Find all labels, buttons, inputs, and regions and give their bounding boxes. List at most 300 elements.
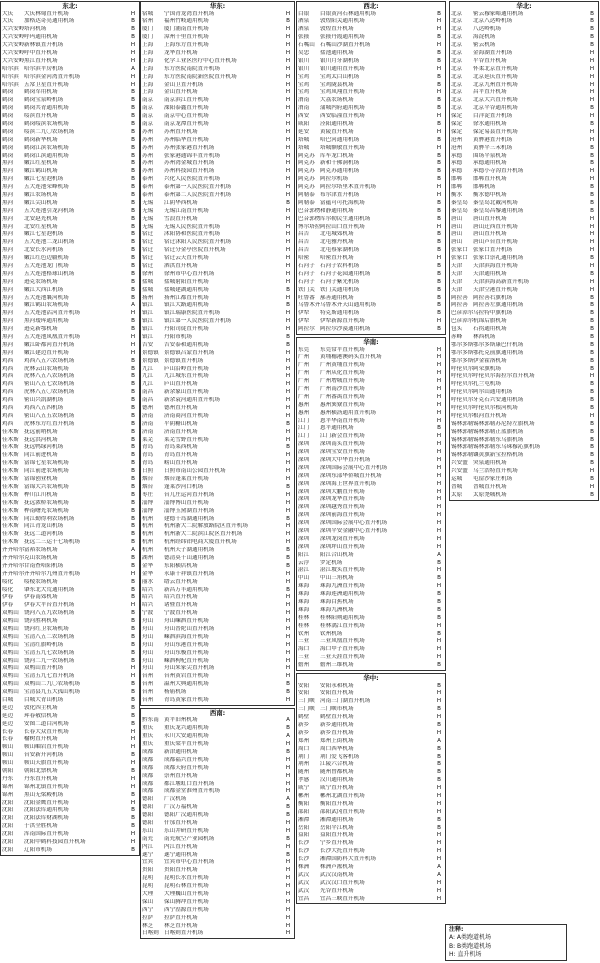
- airport-name-cell: 上海东方直升机场: [164, 42, 209, 49]
- class-cell: H: [130, 73, 136, 80]
- class-cell: B: [437, 753, 441, 760]
- airport-name-cell: 怀柔北京直升机场: [473, 65, 518, 72]
- city-cell: 沈阳: [2, 815, 14, 822]
- airport-row: [450, 437, 598, 445]
- airport-name-cell: 根河直升机场: [473, 412, 507, 419]
- city-cell: 伊犁: [298, 310, 310, 317]
- airport-name-cell: 化学工业区医疗中心直升机场: [164, 57, 237, 64]
- class-cell: H: [285, 867, 291, 874]
- airport-row: [141, 11, 294, 19]
- city-cell: 双鸭山: [2, 689, 19, 696]
- airport-name-cell: 吉安泰和通用机场: [164, 341, 209, 348]
- class-cell: B: [437, 769, 441, 776]
- airport-row: [450, 271, 598, 279]
- city-cell: 石河子: [298, 270, 315, 277]
- class-cell: B: [590, 318, 594, 325]
- airport-name-cell: 五大连池龙门机场: [24, 263, 69, 269]
- city-cell: 双鸭山: [2, 625, 19, 632]
- airport-row: [450, 145, 598, 153]
- airport-name-cell: 金山直升机场: [164, 89, 198, 96]
- class-cell: B: [437, 263, 441, 269]
- airport-name-cell: 密云穆家峪通用机场: [473, 10, 524, 17]
- airport-name-cell: 贵阳直升机场: [164, 867, 198, 874]
- airport-name-cell: 邵阳武冈直升机场: [320, 808, 365, 815]
- city-cell: 中山: [298, 575, 310, 582]
- class-cell: B: [437, 662, 441, 669]
- airport-row: [450, 74, 598, 82]
- airport-name-cell: 锡林郭勒东乌旗机场: [473, 436, 524, 443]
- city-cell: 佳木斯: [2, 491, 19, 498]
- class-cell: H: [285, 231, 291, 238]
- airport-name-cell: 张家口崇礼通用机场: [473, 255, 524, 262]
- city-cell: 昆明: [142, 883, 154, 890]
- airport-row: [1, 673, 139, 681]
- airport-name-cell: 黄埔穗港澳码头直升机场: [320, 354, 382, 361]
- city-cell: 宿迁: [142, 263, 154, 269]
- airport-row: [141, 113, 294, 121]
- airport-row: [141, 176, 294, 184]
- airport-row: [297, 896, 445, 904]
- airport-row: [141, 358, 294, 366]
- airport-name-cell: 珠海莲洲通用机场: [320, 591, 365, 598]
- city-cell: 鸡西: [2, 365, 14, 372]
- class-cell: B: [437, 270, 441, 277]
- airport-row: [1, 334, 139, 342]
- airport-row: [141, 725, 294, 733]
- airport-row: [297, 113, 445, 121]
- city-cell: 鞍山: [2, 760, 14, 767]
- airport-name-cell: 唐山直升机场: [473, 231, 507, 238]
- airport-row: [1, 602, 139, 610]
- airport-name-cell: 富锦七星农场机场: [24, 460, 69, 467]
- airport-name-cell: 虎林八五〇农场机场: [24, 389, 75, 396]
- airport-row: [141, 658, 294, 666]
- city-cell: 绍兴: [142, 602, 154, 609]
- airport-row: [297, 386, 445, 394]
- city-cell: 双鸭山: [2, 649, 19, 656]
- airport-name-cell: 锡林郭勒苏尼特左旗机场: [473, 420, 535, 427]
- airport-name-cell: 盐城建湖通用机场: [164, 286, 209, 293]
- airport-row: [450, 168, 598, 176]
- airport-name-cell: 牙克石兴安通用机场: [473, 397, 524, 404]
- airport-row: [297, 864, 445, 872]
- airport-row: [297, 567, 445, 575]
- airport-row: [141, 539, 294, 547]
- airport-name-cell: 布尔津直升机场: [320, 191, 360, 198]
- airport-name-cell: 深圳国际会展中心直升机场: [320, 464, 388, 471]
- airport-name-cell: 安图二道白河机场: [24, 720, 69, 727]
- class-cell: H: [436, 729, 442, 736]
- city-cell: 衡水: [451, 191, 463, 198]
- city-cell: 乌鲁木齐: [298, 302, 321, 309]
- airport-row: [297, 754, 445, 762]
- airport-row: [1, 350, 139, 358]
- class-cell: B: [286, 835, 290, 842]
- class-cell: B: [590, 476, 594, 483]
- airport-name-cell: 江阴华西机场: [164, 199, 198, 206]
- city-cell: 大兴安岭: [2, 57, 25, 64]
- class-cell: H: [285, 649, 291, 656]
- class-cell: H: [589, 65, 595, 72]
- city-cell: 鹤岗: [2, 113, 14, 120]
- class-cell: H: [285, 460, 291, 467]
- airport-row: [1, 460, 139, 468]
- airport-row: [1, 792, 139, 800]
- city-cell: 益阳: [298, 832, 310, 839]
- class-cell: B: [131, 231, 135, 238]
- airport-row: [297, 536, 445, 544]
- city-cell: 沈阳: [2, 823, 14, 830]
- class-cell: B: [437, 57, 441, 64]
- city-cell: 双鸭山: [2, 641, 19, 648]
- class-cell: B: [437, 199, 441, 206]
- city-cell: 北京: [451, 18, 463, 25]
- city-cell: 张家口: [451, 247, 468, 254]
- airport-row: [450, 224, 598, 232]
- class-cell: H: [285, 578, 291, 585]
- class-cell: H: [436, 472, 442, 479]
- airport-name-cell: 呼玛通用机场: [24, 34, 58, 41]
- class-cell: B: [437, 286, 441, 293]
- airport-name-cell: 沈阳中鹤科技园直升机场: [24, 839, 86, 846]
- city-cell: 鸡西: [2, 373, 14, 380]
- airport-name-cell: 阿拉善左旗通用机场: [473, 302, 524, 309]
- class-cell: H: [130, 349, 136, 356]
- airport-name-cell: 保山腾冲直升机场: [164, 898, 209, 905]
- class-cell: H: [130, 341, 136, 348]
- class-cell: H: [285, 788, 291, 795]
- class-cell: B: [131, 578, 135, 585]
- class-cell: H: [285, 843, 291, 850]
- city-cell: 宿迁: [142, 239, 154, 246]
- class-cell: H: [285, 239, 291, 246]
- city-cell: 广州: [298, 354, 310, 361]
- city-cell: 佳木斯: [2, 515, 19, 522]
- airport-name-cell: 武汉汉南机场: [320, 871, 354, 878]
- class-cell: H: [589, 286, 595, 293]
- city-cell: 鸡西: [2, 412, 14, 419]
- city-cell: 银川: [298, 57, 310, 64]
- city-cell: 新乡: [298, 721, 310, 728]
- class-cell: H: [285, 756, 291, 763]
- city-cell: 德阳: [142, 819, 154, 826]
- airport-name-cell: 虎林云山农场机场: [24, 365, 69, 372]
- airport-row: [450, 239, 598, 247]
- city-cell: 佳木斯: [2, 468, 19, 475]
- city-cell: 咸阳: [298, 120, 310, 127]
- airport-row: [297, 433, 445, 441]
- class-cell: H: [130, 81, 136, 88]
- class-cell: H: [589, 136, 595, 143]
- class-cell: B: [590, 18, 594, 25]
- city-cell: 酒泉: [298, 18, 310, 25]
- airport-name-cell: 海口甲子直升机场: [320, 646, 365, 653]
- airport-name-cell: 宁国青龙湾直升机场: [164, 10, 215, 17]
- airport-name-cell: 甘南查哈阳机场: [24, 562, 64, 569]
- class-cell: H: [285, 113, 291, 120]
- class-cell: B: [131, 89, 135, 96]
- airport-name-cell: 五大连池引龙河机场: [24, 207, 75, 214]
- airport-name-cell: 丹阳市机场: [164, 334, 192, 341]
- class-cell: H: [436, 488, 442, 495]
- city-cell: 保定: [451, 128, 463, 135]
- city-cell: 黑河: [2, 199, 14, 206]
- city-cell: 钦州: [298, 630, 310, 637]
- city-cell: 苏州: [142, 152, 154, 159]
- class-cell: B: [131, 641, 135, 648]
- airport-name-cell: 北安赵光机场: [24, 215, 58, 222]
- airport-name-cell: 富裕农场机场: [24, 547, 58, 554]
- airport-row: [141, 381, 294, 389]
- airport-row: [141, 587, 294, 595]
- city-cell: 丽水: [142, 578, 154, 585]
- airport-row: [297, 362, 445, 370]
- class-cell: H: [285, 780, 291, 787]
- city-cell: 珠海: [298, 591, 310, 598]
- city-cell: 深圳: [298, 512, 310, 519]
- city-cell: 阿勒泰: [298, 199, 315, 206]
- city-cell: 延边: [2, 712, 14, 719]
- airport-row: [1, 50, 139, 58]
- class-cell: H: [285, 255, 291, 262]
- airport-name-cell: 浑南国际直升机场: [24, 831, 69, 838]
- airport-name-cell: 石河子花园通用机场: [320, 270, 371, 277]
- airport-name-cell: 鹤岗新华机场: [24, 136, 58, 143]
- city-cell: 成都: [142, 780, 154, 787]
- city-cell: 鹤岗: [2, 97, 14, 104]
- airport-row: [297, 575, 445, 583]
- class-cell: H: [285, 523, 291, 530]
- airport-row: [141, 828, 294, 836]
- airport-row: [297, 58, 445, 66]
- city-cell: 绍兴: [142, 586, 154, 593]
- airport-row: [1, 768, 139, 776]
- city-cell: 三亚: [298, 654, 310, 661]
- airport-name-cell: 成都金堂淮州直升机场: [164, 788, 220, 795]
- class-cell: H: [285, 452, 291, 459]
- class-cell: H: [436, 417, 442, 424]
- airport-name-cell: 深圳大鹏直升机场: [320, 488, 365, 495]
- airport-name-cell: 秦皇岛昌黎通用机场: [473, 207, 524, 214]
- airport-row: [450, 366, 598, 374]
- class-cell: B: [590, 34, 594, 41]
- city-cell: 白银: [298, 10, 310, 17]
- class-cell: B: [286, 341, 290, 348]
- airport-row: [297, 192, 445, 200]
- city-cell: 锡林郭勒: [451, 444, 474, 451]
- city-cell: 鹤岗: [2, 128, 14, 135]
- airport-row: [141, 153, 294, 161]
- airport-name-cell: 黄骅平三禾机场: [473, 144, 513, 151]
- airport-row: [297, 18, 445, 26]
- airport-row: [1, 492, 139, 500]
- city-cell: 伊犁: [298, 318, 310, 325]
- class-cell: H: [589, 128, 595, 135]
- airport-name-cell: 台安新开河机场: [24, 752, 64, 759]
- class-cell: B: [590, 199, 594, 206]
- city-cell: 佳木斯: [2, 539, 19, 546]
- airport-row: [297, 465, 445, 473]
- city-cell: 阿克苏: [298, 176, 315, 183]
- airport-row: [1, 18, 139, 26]
- city-cell: 深圳: [298, 456, 310, 463]
- airport-row: [141, 263, 294, 271]
- city-cell: 银川: [298, 65, 310, 72]
- class-cell: H: [285, 42, 291, 49]
- class-cell: B: [590, 397, 594, 404]
- airport-name-cell: 德阳广汉通用机场: [164, 812, 209, 819]
- class-cell: H: [285, 618, 291, 625]
- airport-name-cell: 沈阳金鹰直升机场: [24, 799, 69, 806]
- city-cell: 北京: [451, 89, 463, 96]
- class-cell: H: [285, 499, 291, 506]
- airport-row: [297, 354, 445, 362]
- city-cell: 酒泉: [298, 26, 310, 33]
- city-cell: 徐州: [142, 270, 154, 277]
- airport-row: [1, 823, 139, 831]
- airport-name-cell: 呼伦贝尔海拉尔直升机场: [473, 373, 535, 380]
- city-cell: 承德: [451, 160, 463, 167]
- city-cell: 锡林郭勒: [451, 452, 474, 459]
- class-cell: H: [285, 349, 291, 356]
- class-cell: H: [436, 622, 442, 629]
- airport-row: [141, 915, 294, 923]
- class-cell: H: [130, 839, 136, 846]
- class-cell: B: [286, 804, 290, 811]
- city-cell: 沈阳: [2, 807, 14, 814]
- airport-row: [141, 105, 294, 113]
- city-cell: 齐齐哈尔: [2, 547, 25, 554]
- class-cell: H: [436, 848, 442, 855]
- airport-name-cell: 盐池通用机场: [320, 49, 354, 56]
- airport-row: [141, 302, 294, 310]
- airport-row: [450, 42, 598, 50]
- airport-row: [1, 397, 139, 405]
- class-cell: B: [437, 34, 441, 41]
- airport-name-cell: 鹤岗军用机场: [24, 89, 58, 96]
- class-cell: B: [437, 761, 441, 768]
- airport-row: [141, 650, 294, 658]
- airport-row: [1, 563, 139, 571]
- city-cell: 厦门: [142, 26, 154, 33]
- airport-row: [297, 662, 445, 670]
- airport-row: [450, 334, 598, 342]
- class-cell: H: [130, 665, 136, 672]
- airport-row: [1, 531, 139, 539]
- airport-name-cell: 呼伦贝尔根河机场: [473, 405, 518, 412]
- city-cell: 江门: [298, 417, 310, 424]
- city-cell: 唐山: [451, 239, 463, 246]
- city-cell: 延边: [2, 720, 14, 727]
- airport-row: [297, 544, 445, 552]
- class-cell: H: [285, 898, 291, 905]
- city-cell: 呼伦贝尔: [451, 373, 474, 380]
- class-cell: B: [437, 49, 441, 56]
- airport-row: [1, 263, 139, 271]
- city-cell: 鸡西: [2, 381, 14, 388]
- class-cell: B: [131, 247, 135, 254]
- city-cell: 鄂尔多斯: [451, 349, 474, 356]
- city-cell: 深圳: [298, 535, 310, 542]
- column-4: [449, 1, 599, 503]
- class-cell: H: [436, 800, 442, 807]
- airport-name-cell: 呼中直升机场: [24, 49, 58, 56]
- airport-row: [1, 295, 139, 303]
- class-cell: B: [590, 326, 594, 333]
- airport-name-cell: 苏州直升机场: [164, 128, 198, 135]
- city-cell: 成都: [142, 756, 154, 763]
- airport-name-cell: 重庆梁平直升机场: [164, 741, 209, 748]
- class-cell: B: [131, 191, 135, 198]
- airport-name-cell: 银川月牙湖机场: [320, 57, 360, 64]
- airport-row: [450, 350, 598, 358]
- class-cell: H: [285, 468, 291, 475]
- legend-item-a: A: A类跑道机场: [449, 934, 492, 941]
- city-cell: 黑河: [2, 349, 14, 356]
- city-cell: 延边: [2, 704, 14, 711]
- city-cell: 深圳: [298, 464, 310, 471]
- airport-name-cell: 武汉汉口直升机场: [320, 879, 365, 886]
- class-cell: H: [285, 914, 291, 921]
- class-cell: H: [285, 827, 291, 834]
- airport-name-cell: 新乡直升机场: [320, 729, 354, 736]
- airport-name-cell: 特克斯通用机场: [320, 310, 360, 317]
- airport-name-cell: 金海湖直升机场: [473, 49, 513, 56]
- airport-name-cell: 宁乡直升机场: [320, 840, 354, 847]
- city-cell: 长春: [2, 736, 14, 743]
- airport-row: [1, 326, 139, 334]
- airport-row: [141, 547, 294, 555]
- city-cell: 深圳: [298, 496, 310, 503]
- airport-name-cell: 深圳南头直升机场: [320, 441, 365, 448]
- class-cell: B: [437, 706, 441, 713]
- city-cell: 黔东南: [142, 717, 159, 724]
- city-cell: 大庆: [2, 10, 14, 17]
- class-cell: H: [285, 65, 291, 72]
- city-cell: 黑河: [2, 215, 14, 222]
- city-cell: 济南: [142, 412, 154, 419]
- class-cell: A: [286, 733, 290, 740]
- class-cell: H: [130, 602, 136, 609]
- airport-row: [141, 318, 294, 326]
- airport-row: [1, 516, 139, 524]
- city-cell: 佳木斯: [2, 460, 19, 467]
- class-cell: B: [437, 105, 441, 112]
- city-cell: 呼伦贝尔: [451, 389, 474, 396]
- airport-row: [141, 82, 294, 90]
- airport-row: [297, 793, 445, 801]
- class-cell: H: [436, 370, 442, 377]
- class-cell: H: [285, 263, 291, 269]
- city-cell: 佳木斯: [2, 523, 19, 530]
- airport-name-cell: 衡水德甲机场: [473, 191, 507, 198]
- city-cell: 日喀则: [142, 930, 159, 937]
- city-cell: 鹤岗: [2, 105, 14, 112]
- class-cell: H: [285, 633, 291, 640]
- airport-row: [450, 208, 598, 216]
- city-cell: 舟山: [142, 665, 154, 672]
- airport-name-cell: 南京中心直升机场: [164, 113, 209, 120]
- airport-name-cell: 徐水通用机场: [473, 120, 507, 127]
- airport-row: [141, 594, 294, 602]
- airport-name-cell: 太原尧城机场: [473, 491, 507, 498]
- airport-row: [297, 785, 445, 793]
- city-cell: 呼伦贝尔: [451, 412, 474, 419]
- city-cell: 舟山: [142, 625, 154, 632]
- city-cell: 安阳: [298, 690, 310, 697]
- class-cell: H: [436, 464, 442, 471]
- city-cell: 阿克苏: [298, 152, 315, 159]
